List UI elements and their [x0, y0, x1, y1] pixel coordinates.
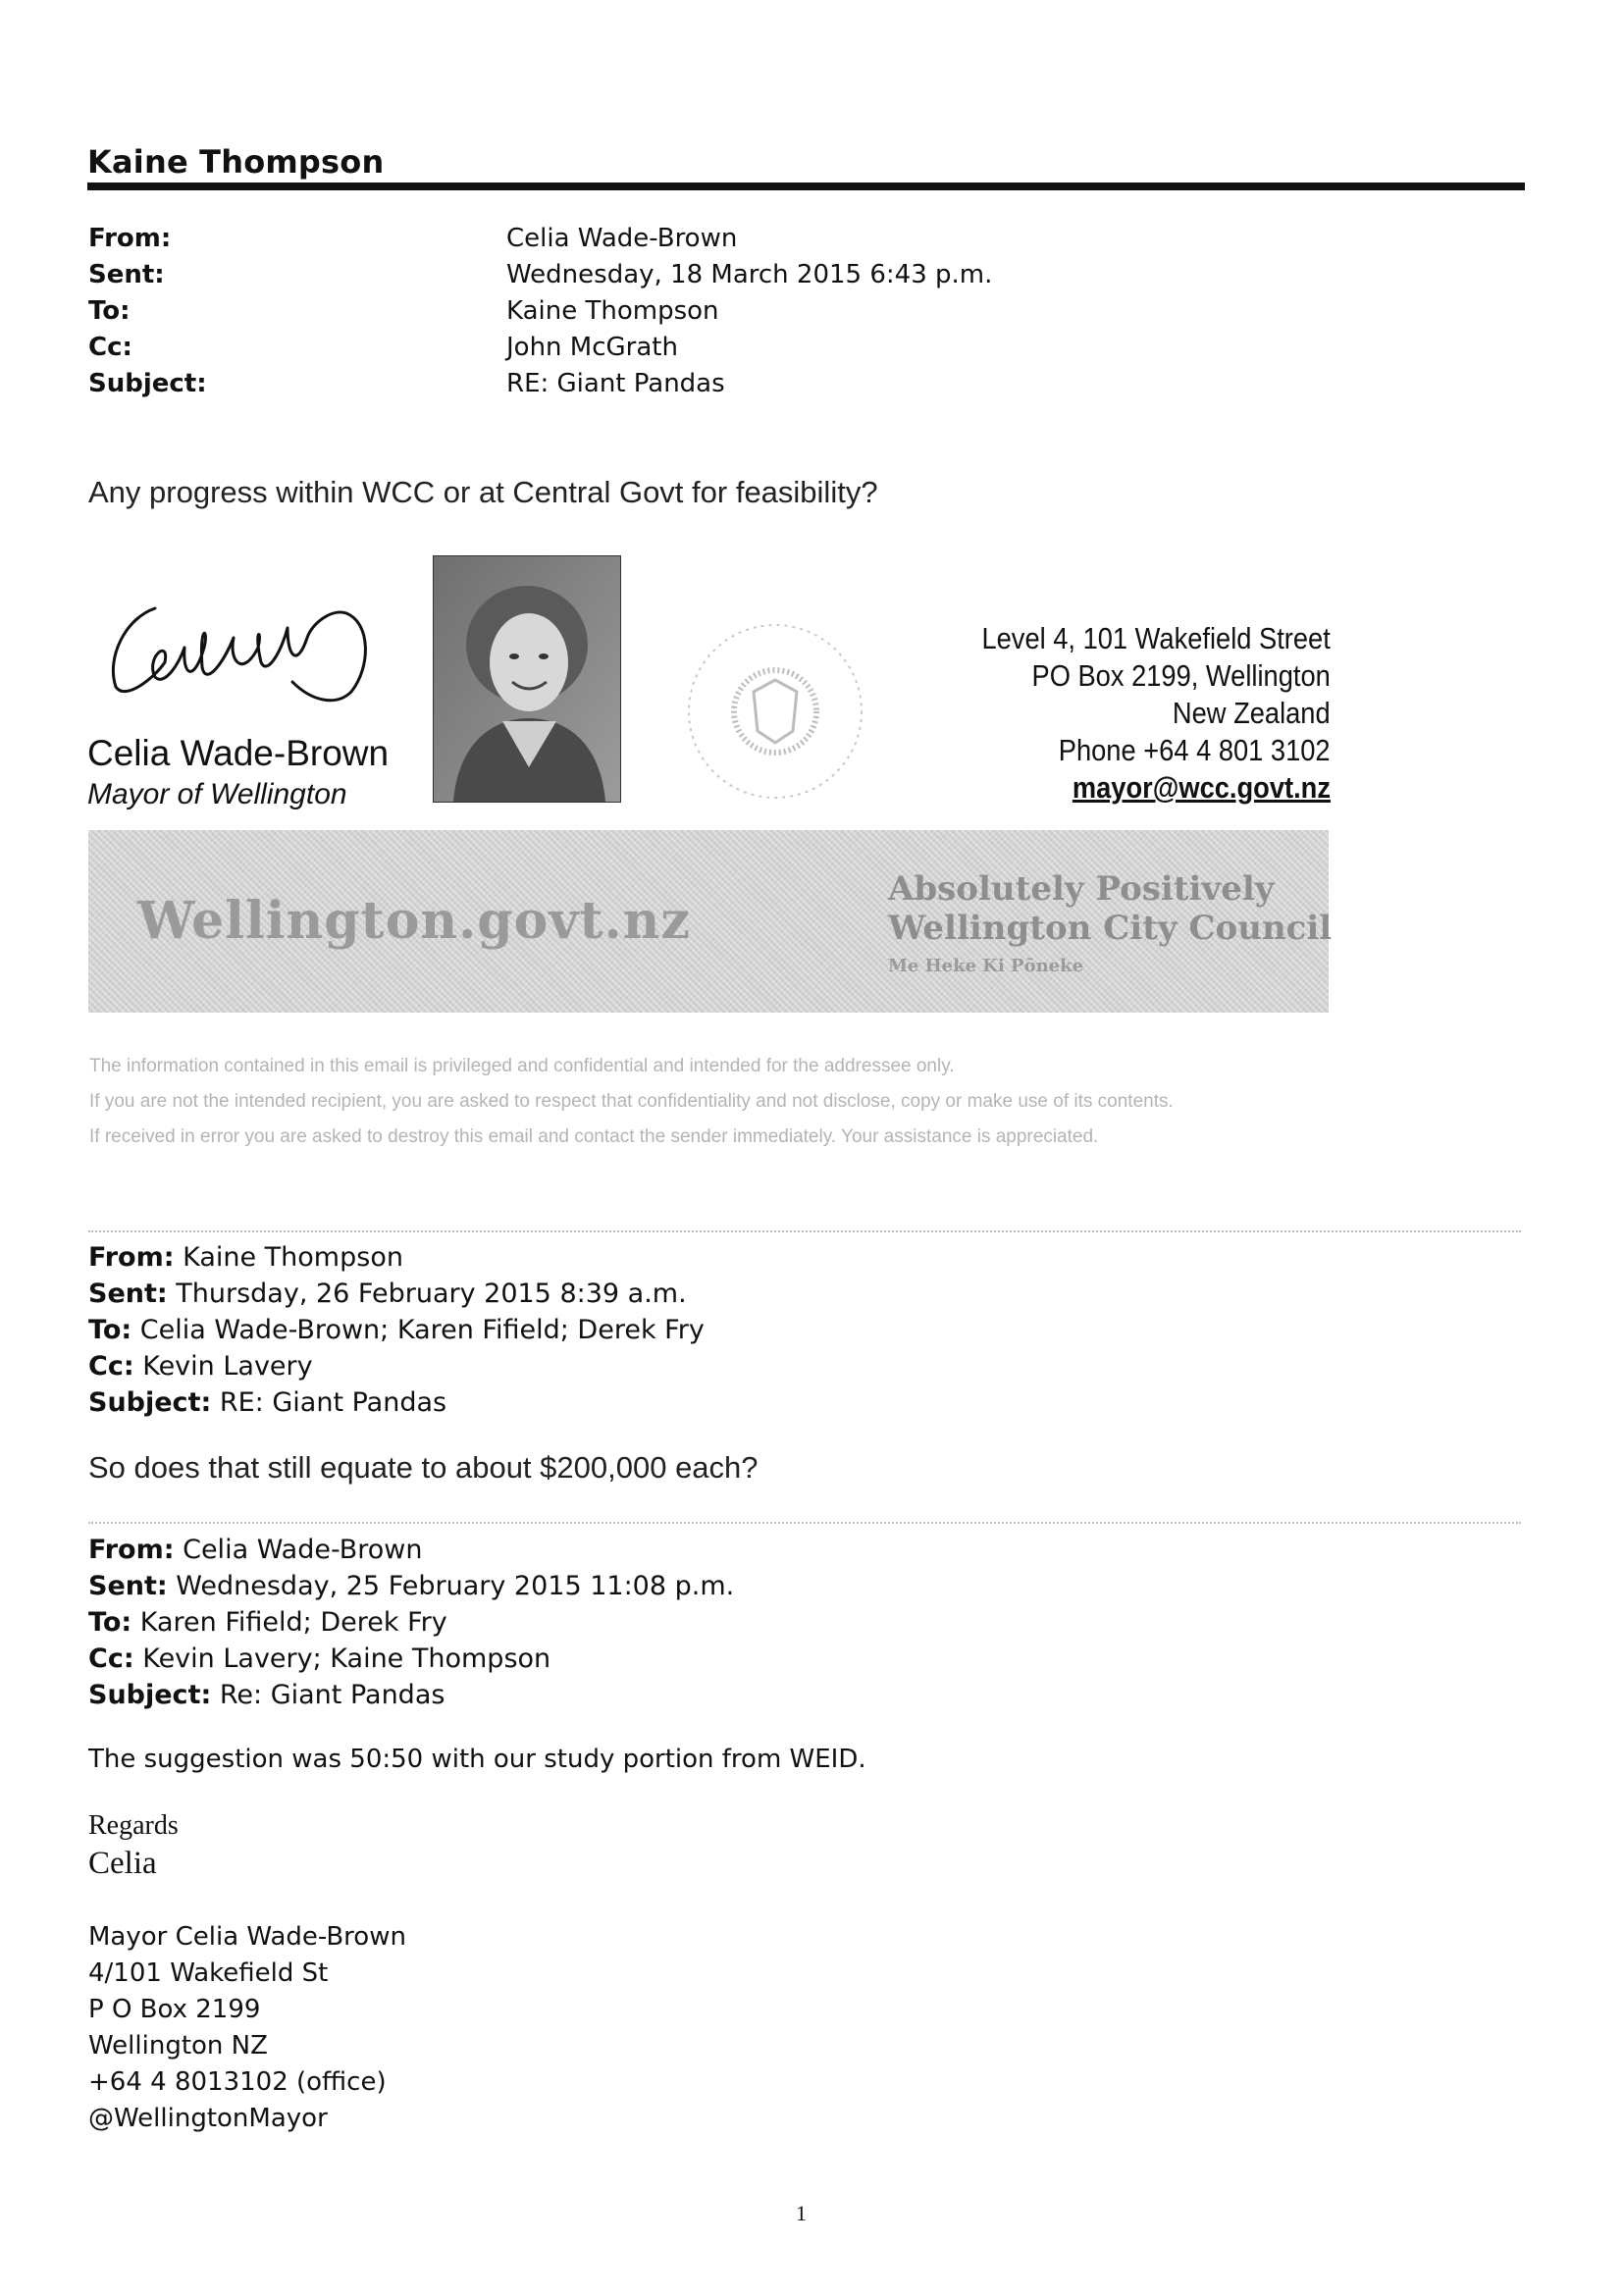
- banner-slogan-line-2: Wellington City Council: [888, 909, 1333, 948]
- email2-subject: Subject: RE: Giant Pandas: [88, 1387, 447, 1418]
- email3-to: To: Karen Fifield; Derek Fry: [88, 1607, 447, 1638]
- email3-from: From: Celia Wade-Brown: [88, 1535, 423, 1565]
- page-number: 1: [796, 2201, 807, 2225]
- mailbox-owner-name: Kaine Thompson: [87, 143, 385, 181]
- signature-title: Mayor of Wellington: [87, 778, 347, 810]
- subject-value: RE: Giant Pandas: [506, 369, 725, 398]
- email3-sig-line-5: +64 4 8013102 (office): [88, 2067, 387, 2097]
- separator: [88, 1522, 1521, 1524]
- email3-sig-line-4: Wellington NZ: [88, 2031, 268, 2061]
- disclaimer-line-2: If you are not the intended recipient, you are asked to respect that confidentiality and not disclose, copy or make use of its contents.: [89, 1091, 1174, 1112]
- sent-label: Sent:: [88, 260, 165, 289]
- email3-signoff: Celia: [88, 1846, 157, 1881]
- address-line-2: PO Box 2199, Wellington: [1031, 658, 1331, 693]
- mayor-email-link[interactable]: mayor@wcc.govt.nz: [1072, 770, 1331, 805]
- signature-name: Celia Wade-Brown: [87, 733, 390, 773]
- email3-regards: Regards: [88, 1810, 179, 1841]
- banner-slogan-line-1: Absolutely Positively: [888, 869, 1275, 909]
- cc-value: John McGrath: [506, 333, 678, 362]
- banner-maori-name: Me Heke Ki Pōneke: [888, 956, 1084, 976]
- city-seal-icon: [677, 613, 873, 809]
- handwritten-signature: [86, 569, 400, 716]
- email2-body: So does that still equate to about $200,000 each?: [88, 1450, 759, 1485]
- email2-sent: Sent: Thursday, 26 February 2015 8:39 a.m.: [88, 1278, 687, 1309]
- from-value: Celia Wade-Brown: [506, 224, 738, 253]
- email3-twitter-handle[interactable]: @WellingtonMayor: [88, 2104, 328, 2133]
- address-line-1: Level 4, 101 Wakefield Street: [981, 621, 1331, 655]
- email3-sent: Sent: Wednesday, 25 February 2015 11:08 p.m.: [88, 1571, 735, 1601]
- email2-to: To: Celia Wade-Brown; Karen Fifield; Derek Fry: [88, 1315, 705, 1345]
- address-line-3: New Zealand: [1173, 696, 1331, 730]
- banner-website[interactable]: Wellington.govt.nz: [137, 891, 691, 951]
- email2-from: From: Kaine Thompson: [88, 1242, 403, 1273]
- email2-cc: Cc: Kevin Lavery: [88, 1351, 313, 1382]
- email3-sig-line-1: Mayor Celia Wade-Brown: [88, 1922, 406, 1952]
- message-body: Any progress within WCC or at Central Govt for feasibility?: [88, 475, 878, 509]
- disclaimer-line-3: If received in error you are asked to destroy this email and contact the sender immediately. Your assistance is appreciated.: [89, 1126, 1099, 1147]
- sent-value: Wednesday, 18 March 2015 6:43 p.m.: [506, 260, 993, 289]
- phone-line: Phone +64 4 801 3102: [1059, 733, 1331, 767]
- cc-label: Cc:: [88, 333, 132, 362]
- email3-sig-line-3: P O Box 2199: [88, 1995, 261, 2024]
- email3-sig-line-2: 4/101 Wakefield St: [88, 1958, 329, 1988]
- subject-label: Subject:: [88, 369, 207, 398]
- mayor-photo: [433, 555, 621, 803]
- council-banner: [88, 830, 1333, 1013]
- email3-subject: Subject: Re: Giant Pandas: [88, 1680, 445, 1710]
- heading-rule: [87, 183, 1525, 190]
- to-value: Kaine Thompson: [506, 296, 719, 326]
- disclaimer-line-1: The information contained in this email is privileged and confidential and intended for the addressee only.: [89, 1056, 955, 1076]
- from-label: From:: [88, 224, 172, 253]
- separator: [88, 1230, 1521, 1232]
- to-label: To:: [88, 296, 131, 326]
- email3-cc: Cc: Kevin Lavery; Kaine Thompson: [88, 1644, 551, 1674]
- email3-body: The suggestion was 50:50 with our study portion from WEID.: [88, 1745, 866, 1774]
